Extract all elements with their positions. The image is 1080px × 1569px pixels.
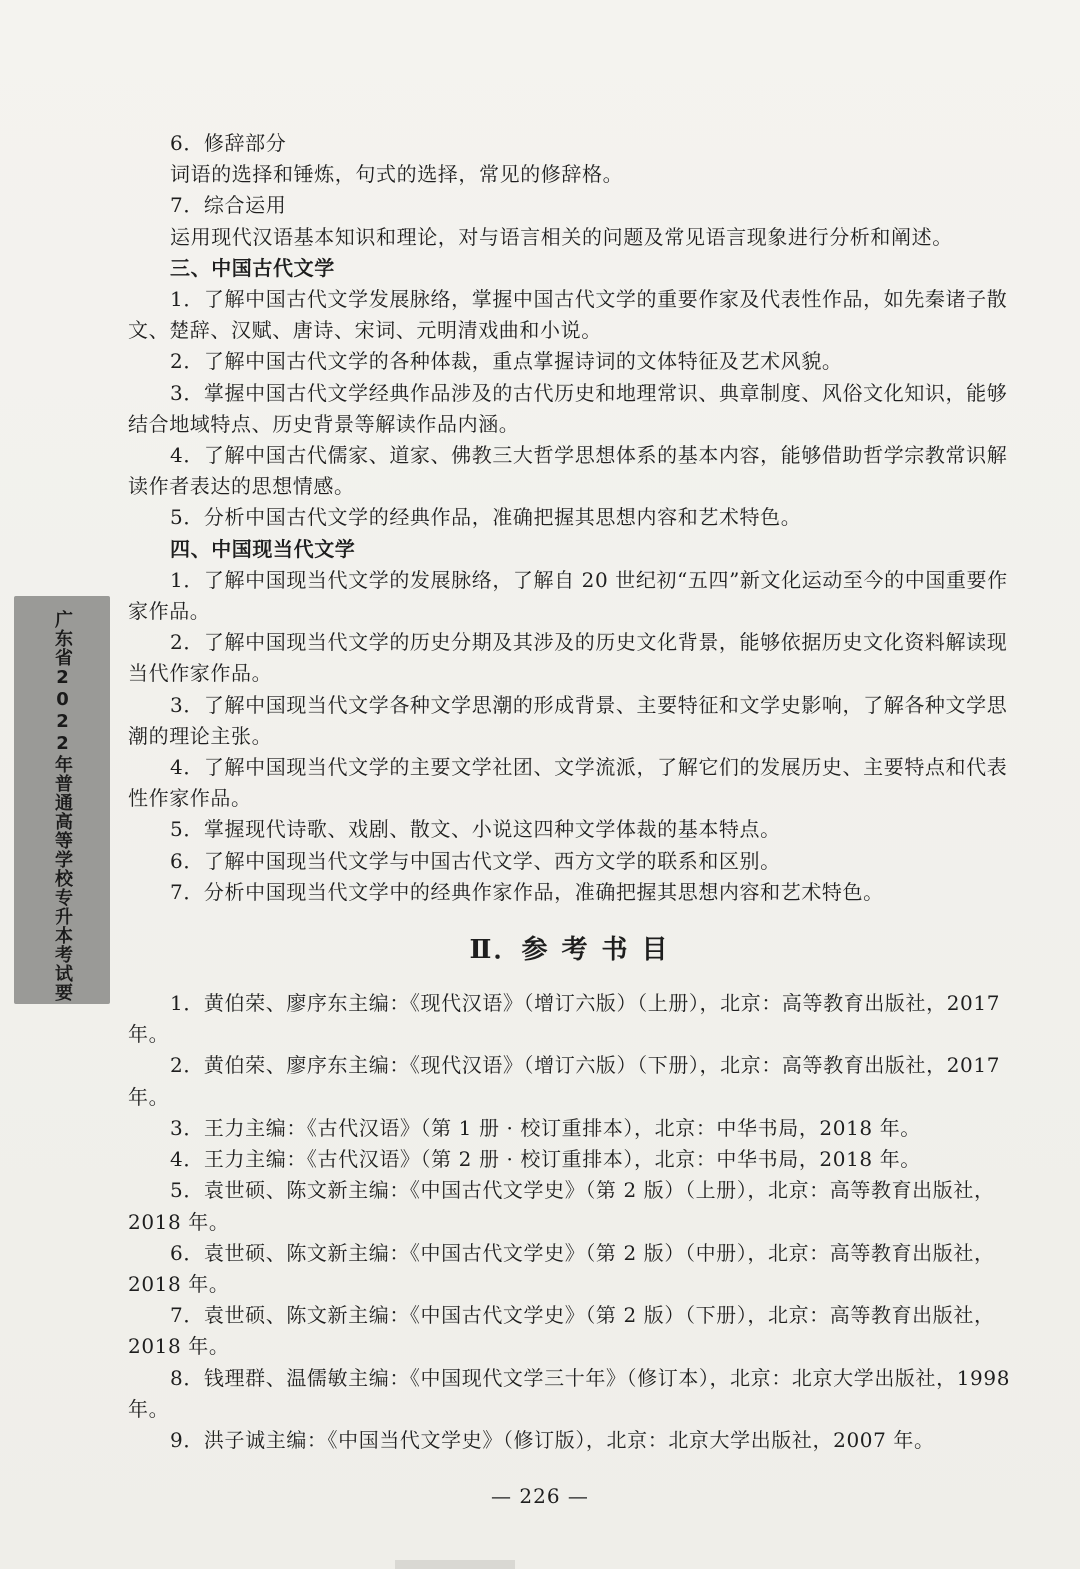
paragraph: 运用现代汉语基本知识和理论，对与语言相关的问题及常见语言现象进行分析和阐述。 xyxy=(170,224,953,249)
reference-item: 7．袁世硕、陈文新主编：《中国古代文学史》（第 2 版）（下册），北京：高等教育出版社，2018 年。 xyxy=(128,1303,995,1359)
section-title-text: 参考书目 xyxy=(521,935,682,966)
paragraph: 3．掌握中国古代文学经典作品涉及的古代历史和地理常识、典章制度、风俗文化知识，能够结合地域特点、历史背景等解读作品内涵。 xyxy=(128,380,1008,436)
paragraph: 3．了解中国现当代文学各种文学思潮的形成背景、主要特征和文学史影响，了解各种文学思潮的理论主张。 xyxy=(128,692,1008,748)
reference-item: 5．袁世硕、陈文新主编：《中国古代文学史》（第 2 版）（上册），北京：高等教育出版社，2018 年。 xyxy=(128,1178,995,1234)
reference-item: 8．钱理群、温儒敏主编：《中国现代文学三十年》（修订本），北京：北京大学出版社，1998 年。 xyxy=(128,1365,1011,1421)
paragraph: 5．掌握现代诗歌、戏剧、散文、小说这四种文学体裁的基本特点。 xyxy=(170,817,781,842)
reference-item: 4．王力主编：《古代汉语》（第 2 册 · 校订重排本），北京：中华书局，2018 年。 xyxy=(170,1147,921,1172)
paragraph: 2．了解中国现当代文学的历史分期及其涉及的历史文化背景，能够依据历史文化资料解读现当代作家作品。 xyxy=(128,630,1008,686)
reference-item: 3．王力主编：《古代汉语》（第 1 册 · 校订重排本），北京：中华书局，2018 年。 xyxy=(170,1115,921,1140)
page-content xyxy=(128,128,1023,1456)
paragraph: 7．综合运用 xyxy=(170,193,287,218)
reference-item: 2．黄伯荣、廖序东主编：《现代汉语》（增订六版）（下册），北京：高等教育出版社，2017 年。 xyxy=(128,1053,1001,1109)
paragraph: 2．了解中国古代文学的各种体裁，重点掌握诗词的文体特征及艺术风貌。 xyxy=(170,349,843,374)
paragraph: 7．分析中国现当代文学中的经典作家作品，准确把握其思想内容和艺术特色。 xyxy=(170,879,884,904)
section-heading: 四、中国现当代文学 xyxy=(170,536,356,561)
section-numeral: Ⅱ． xyxy=(469,935,522,966)
paragraph: 6．了解中国现当代文学与中国古代文学、西方文学的联系和区别。 xyxy=(170,848,781,873)
section-heading: 三、中国古代文学 xyxy=(170,255,335,280)
paragraph: 4．了解中国现当代文学的主要文学社团、文学流派，了解它们的发展历史、主要特点和代表性作家作品。 xyxy=(128,755,1008,811)
bottom-edge-mark xyxy=(395,1560,515,1569)
paragraph: 词语的选择和锤炼，句式的选择，常见的修辞格。 xyxy=(170,162,624,187)
paragraph: 1．了解中国古代文学发展脉络，掌握中国古代文学的重要作家及代表性作品，如先秦诸子散文、楚辞、汉赋、唐诗、宋词、元明清戏曲和小说。 xyxy=(128,287,1008,343)
paragraph: 5．分析中国古代文学的经典作品，准确把握其思想内容和艺术特色。 xyxy=(170,505,802,530)
section-title xyxy=(128,930,1023,970)
reference-item: 6．袁世硕、陈文新主编：《中国古代文学史》（第 2 版）（中册），北京：高等教育出版社，2018 年。 xyxy=(128,1240,995,1296)
paragraph: 6．修辞部分 xyxy=(170,131,287,155)
page-number: — 226 — xyxy=(491,1484,589,1508)
side-tab xyxy=(14,596,110,1004)
paragraph: 1．了解中国现当代文学的发展脉络，了解自 20 世纪初“五四”新文化运动至今的中国重要作家作品。 xyxy=(128,567,1008,624)
paragraph: 4．了解中国古代儒家、道家、佛教三大哲学思想体系的基本内容，能够借助哲学宗教常识解读作者表达的思想情感。 xyxy=(128,443,1008,499)
reference-item: 9．洪子诚主编：《中国当代文学史》（修订版），北京：北京大学出版社，2007 年。 xyxy=(170,1427,935,1452)
reference-item: 1．黄伯荣、廖序东主编：《现代汉语》（增订六版）（上册），北京：高等教育出版社，2017 年。 xyxy=(128,991,1001,1047)
side-tab-label: 广东省2022年普通高等学校专升本考试要 xyxy=(52,610,73,1002)
